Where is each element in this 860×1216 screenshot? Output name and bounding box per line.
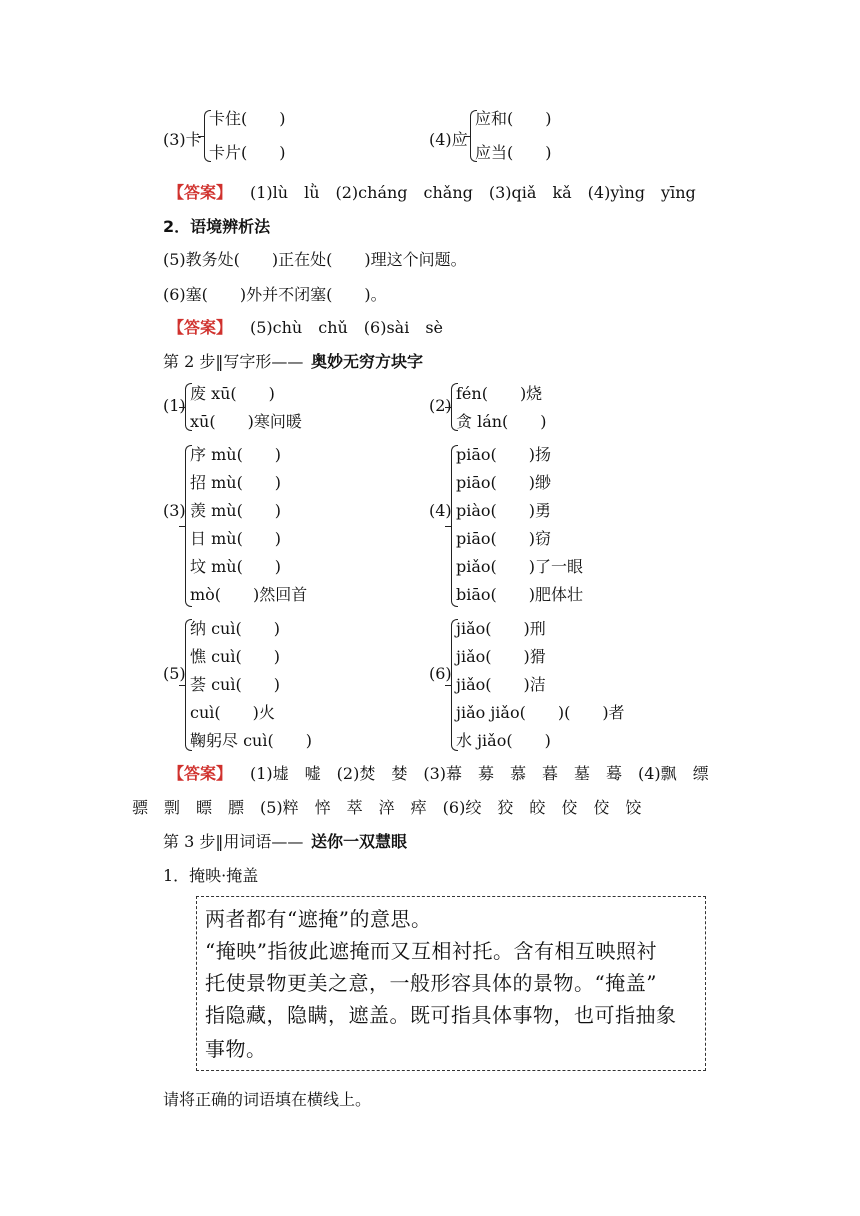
group4-line: piāo( )缈 <box>456 473 552 492</box>
answer-2: (5)chù chǔ (6)sài sè <box>250 318 444 337</box>
group6-line: jiǎo( )刑 <box>456 619 546 638</box>
group3-line: mò( )然回首 <box>190 585 308 604</box>
group6-line: jiǎo( )猾 <box>456 647 546 666</box>
group2-label: (2) <box>429 396 452 415</box>
step2-title: 奥妙无穷方块字 <box>311 352 424 371</box>
word-pair-heading: 1．掩映·掩盖 <box>163 866 259 885</box>
step3-prefix: 第 3 步‖用词语—— <box>163 832 304 851</box>
group4-line: piāo( )扬 <box>456 445 552 464</box>
group6-line: jiǎo( )洁 <box>456 675 546 694</box>
answer-3-line1: (1)墟 嘘 (2)焚 婪 (3)幕 募 慕 暮 墓 蓦 (4)飘 缥 <box>250 764 709 783</box>
fill-instruction: 请将正确的词语填在横线上。 <box>163 1090 372 1109</box>
explanation-line: “掩映”指彼此遮掩而又互相衬托。含有相互映照衬 <box>205 939 657 963</box>
group1-label: (1) <box>163 396 186 415</box>
group3-line: 序 mù( ) <box>190 445 282 464</box>
group5-line: 鞠躬尽 cuì( ) <box>190 731 312 750</box>
group5-line: 纳 cuì( ) <box>190 619 280 638</box>
item3-line-b: 卡片( ) <box>209 143 286 162</box>
question-5: (5)教务处( )正在处( )理这个问题。 <box>163 250 467 269</box>
item4-line-b: 应当( ) <box>475 143 552 162</box>
explanation-line: 事物。 <box>205 1037 267 1061</box>
answer-3-line2: 骠 剽 瞟 膘 (5)粹 悴 萃 淬 瘁 (6)绞 狡 皎 佼 佼 饺 <box>132 798 642 817</box>
group3-line: 羡 mù( ) <box>190 501 282 520</box>
group6-line: 水 jiǎo( ) <box>456 731 551 750</box>
group3-line: 招 mù( ) <box>190 473 282 492</box>
group3-label: (3) <box>163 501 186 520</box>
group5-line: cuì( )火 <box>190 703 275 722</box>
step2-prefix: 第 2 步‖写字形—— <box>163 352 304 371</box>
group6-line: jiǎo jiǎo( )( )者 <box>456 703 625 722</box>
group5-label: (5) <box>163 664 186 683</box>
explanation-line: 托使景物更美之意，一般形容具体的景物。“掩盖” <box>205 971 657 995</box>
item3-label: (3)卡 <box>163 130 202 149</box>
answer-tag-2: 【答案】 <box>168 318 233 337</box>
group3-line: 坟 mù( ) <box>190 557 282 576</box>
heading-context: 2．语境辨析法 <box>163 217 271 236</box>
group1-line: xū( )寒问暖 <box>190 412 302 431</box>
explanation-box <box>196 896 706 1071</box>
explanation-line: 指隐藏，隐瞒，遮盖。既可指具体事物，也可指抽象 <box>205 1003 677 1027</box>
group4-line: piào( )勇 <box>456 501 552 520</box>
explanation-line: 两者都有“遮掩”的意思。 <box>205 907 432 931</box>
group4-line: piāo( )窃 <box>456 529 552 548</box>
question-6: (6)塞( )外并不闭塞( )。 <box>163 285 387 304</box>
group4-line: piǎo( )了一眼 <box>456 557 584 576</box>
answer-tag-3: 【答案】 <box>168 764 233 783</box>
group2-line: 贪 lán( ) <box>456 412 547 431</box>
answer-1: (1)lù lǜ (2)cháng chǎng (3)qiǎ kǎ (4)yìng yīng <box>250 183 696 202</box>
item3-line-a: 卡住( ) <box>209 109 286 128</box>
step3-title: 送你一双慧眼 <box>311 832 408 851</box>
answer-tag-1: 【答案】 <box>168 183 233 202</box>
group5-line: 荟 cuì( ) <box>190 675 280 694</box>
group2-line: fén( )烧 <box>456 384 543 403</box>
group4-line: biāo( )肥体壮 <box>456 585 584 604</box>
group1-line: 废 xū( ) <box>190 384 275 403</box>
group6-label: (6) <box>429 664 452 683</box>
group5-line: 憔 cuì( ) <box>190 647 280 666</box>
group3-line: 日 mù( ) <box>190 529 282 548</box>
item4-line-a: 应和( ) <box>475 109 552 128</box>
item4-label: (4)应 <box>429 130 468 149</box>
group4-label: (4) <box>429 501 452 520</box>
